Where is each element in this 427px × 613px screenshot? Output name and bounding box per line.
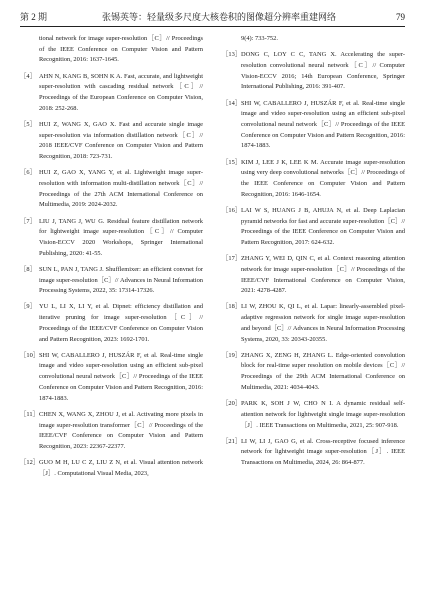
reference-text: SHI W, CABALLERO J, HUSZÁR F, et al. Real-time single image and video super-resolution using an efficient sub-pixel convolutional neural network［C］// Proceedings of the IEEE Conference on Computer Vision and Pattern Recognition, 2016: 1874-1883. (39, 351, 203, 402)
reference-number: ［14］ (222, 99, 242, 107)
reference-item (20, 265, 203, 297)
reference-item (222, 399, 405, 431)
reference-text: LIU J, TANG J, WU G. Residual feature distillation network for lightweight image super-resolution［C］// Computer Vision-ECCV 2020 Workshops, Springer International Publishing, 2020: 41-55. (39, 217, 203, 257)
reference-text: LAI W S, HUANG J B, AHUJA N, et al. Deep Laplacian pyramid networks for fast and accurate super-resolution［C］// Proceedings of the IEEE Conference on Computer Vision and Pattern Recognition, 2017: 624-632. (241, 206, 405, 246)
reference-number: ［6］ (20, 169, 36, 177)
reference-text: ZHANG X, ZENG H, ZHANG L. Edge-oriented convolution block for real-time super resolution on mobile devices［C］// Proceedings of the 29th ACM International Conference on Multimedia, 2021: 4034-4043. (241, 351, 405, 391)
reference-item (20, 217, 203, 260)
running-header (20, 10, 405, 27)
reference-text: DONG C, LOY C C, TANG X. Accelerating the super-resolution convolutional neural network［C］// Computer Vision-ECCV 2016; 14th European Conference, Springer International Publishing, 2016: 391-407. (241, 51, 405, 91)
reference-number: ［18］ (222, 303, 242, 311)
reference-text: SHI W, CABALLERO J, HUSZÁR F, et al. Real-time single image and video super-resolution using an efficient sub-pixel convolutional neural network［C］// Proceedings of the IEEE Conference on Computer Vision and Pattern Recognition, 2016: 1874-1883. (241, 99, 405, 150)
reference-item (222, 254, 405, 297)
reference-number: ［7］ (20, 217, 36, 225)
reference-number: ［10］ (20, 351, 40, 359)
reference-item (222, 99, 405, 153)
reference-number: ［19］ (222, 351, 242, 359)
reference-number: ［11］ (20, 410, 39, 418)
reference-continuation: 9(4): 733-752. (241, 35, 278, 42)
reference-text: YU L, LI X, LI Y, et al. Dipnet: efficiency distillation and iterative pruning for image super-resolution［C］// Proceedings of the IEEE/CVF Conference on Computer Vision and Pattern Recognition, 2023: 1692-1701. (39, 303, 203, 343)
left-column (20, 34, 203, 485)
reference-item (222, 351, 405, 394)
reference-item (20, 302, 203, 345)
reference-number: ［17］ (222, 255, 242, 263)
reference-item (20, 410, 203, 453)
reference-text: HUI Z, GAO X, YANG Y, et al. Lightweight image super-resolution with information multi-distillation network［C］// Proceedings of the 27th ACM International Conference on Multimedia, 2019: 2024-2032. (39, 169, 203, 209)
reference-number: ［15］ (222, 158, 242, 166)
reference-text: HUI Z, WANG X, GAO X. Fast and accurate single image super-resolution via information distillation network［C］// 2018 IEEE/CVF Conference on Computer Vision and Pattern Recognition, 2018: 723-731. (39, 120, 203, 161)
reference-text: KIM J, LEE J K, LEE K M. Accurate image super-resolution using very deep convolutional networks［C］// Proceedings of the IEEE Conference on Computer Vision and Pattern Recognition, 2016: 1646-1654. (241, 158, 405, 198)
reference-item (222, 437, 405, 469)
page-number: 79 (396, 12, 405, 22)
issue-label: 第 2 期 (20, 12, 48, 22)
reference-text: PARK K, SOH J W, CHO N I. A dynamic residual self-attention network for lightweight single image super-resolution［J］. IEEE Transactions on Multimedia, 2021, 25: 907-918. (241, 400, 405, 429)
reference-continuation: tional network for image super-resolution［C］// Proceedings of the IEEE Conference on Computer Vision and Pattern Recognition, 2016: 1637-1645. (39, 35, 203, 64)
reference-number: ［16］ (222, 206, 242, 214)
running-head-title: 张锡英等：轻量级多尺度大核卷积的图像超分辨率重建网络 (102, 12, 337, 22)
reference-item (222, 302, 405, 345)
reference-item (20, 168, 203, 211)
reference-text: GUO M H, LU C Z, LIU Z N, et al. Visual attention network［J］. Computational Visual Media, 2023, (39, 459, 203, 477)
reference-number: ［5］ (20, 120, 36, 128)
reference-text: ZHANG Y, WEI D, QIN C, et al. Context reasoning attention network for image super-resolution［C］// Proceedings of the IEEE/CVF International Conference on Computer Vision, 2021: 4278-4287. (241, 255, 405, 295)
reference-item (20, 120, 203, 163)
reference-number: ［21］ (222, 437, 242, 445)
reference-item (222, 50, 405, 93)
right-column (222, 34, 405, 474)
reference-number: ［13］ (222, 51, 242, 59)
reference-item (20, 351, 203, 405)
reference-item (20, 458, 203, 479)
reference-item (222, 158, 405, 201)
reference-item (20, 72, 203, 115)
reference-number: ［8］ (20, 265, 36, 273)
reference-text: LI W, LI J, GAO G, et al. Cross-receptive focused inference network for lightweight image super-resolution［J］. IEEE Transactions on Multimedia, 2024, 26: 864-877. (241, 437, 405, 467)
reference-number: ［12］ (20, 459, 40, 467)
reference-text: AHN N, KANG B, SOHN K A. Fast, accurate, and lightweight super-resolution with cascading residual network［C］// Proceedings of the European Conference on Computer Vision, 2018: 252-268. (39, 72, 203, 112)
reference-number: ［20］ (222, 400, 242, 408)
reference-number: ［9］ (20, 303, 36, 311)
reference-text: CHEN X, WANG X, ZHOU J, et al. Activating more pixels in image super-resolution transformer［C］// Proceedings of the IEEE/CVF Conference on Computer Vision and Pattern Recognition, 2023: 22367-22377. (39, 410, 203, 450)
reference-text: SUN L, PAN J, TANG J. Shufflemixer: an efficient convnet for image super-resolution［C］// Advances in Neural Information Processing Systems, 2022, 35: 17314-17326. (39, 265, 203, 295)
reference-number: ［4］ (20, 72, 36, 80)
reference-text: LI W, ZHOU K, QI L, et al. Lapar: linearly-assembled pixel-adaptive regression network for single image super-resolution and beyond［C］// Advances in Neural Information Processing Systems, 2020, 33: 20343-20355. (241, 303, 405, 343)
reference-item (222, 206, 405, 249)
